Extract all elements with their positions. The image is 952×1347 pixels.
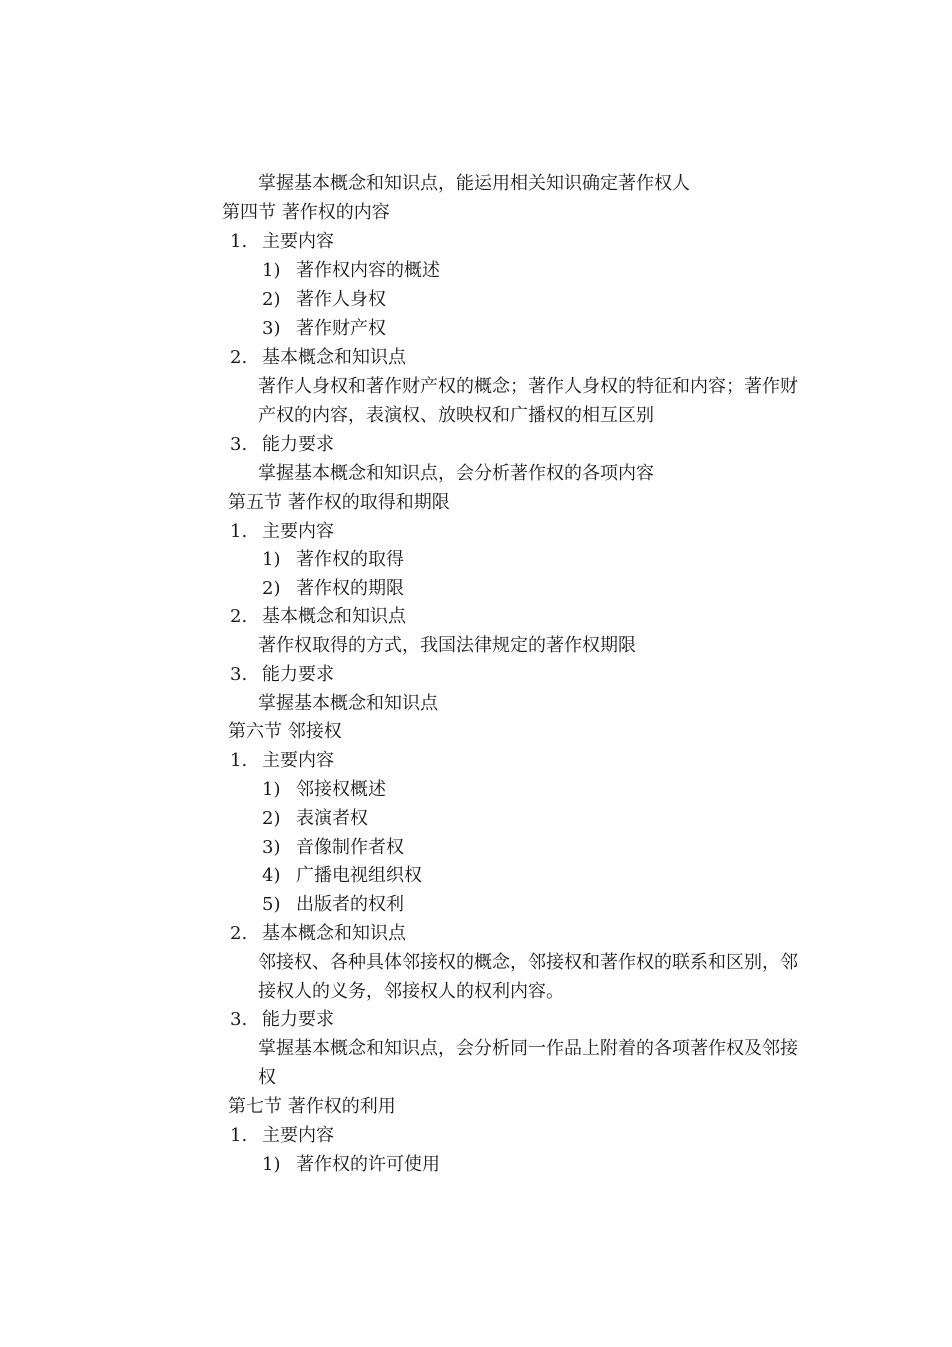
text-line: 著作权取得的方式，我国法律规定的著作权期限 bbox=[258, 635, 636, 656]
list-number: 3. bbox=[230, 434, 248, 455]
list-number: 2. bbox=[230, 347, 248, 368]
list-heading: 能力要求 bbox=[262, 664, 334, 685]
sub-item: 广播电视组织权 bbox=[296, 865, 422, 886]
sub-item: 出版者的权利 bbox=[296, 894, 404, 915]
sub-item: 邻接权概述 bbox=[296, 779, 386, 800]
list-heading: 主要内容 bbox=[262, 750, 334, 771]
section-title: 第五节 著作权的取得和期限 bbox=[228, 492, 450, 513]
list-number: 3. bbox=[230, 1009, 248, 1030]
list-number: 3. bbox=[230, 664, 248, 685]
list-number: 1. bbox=[230, 750, 248, 771]
sub-number: 2) bbox=[262, 578, 281, 599]
list-heading: 基本概念和知识点 bbox=[262, 606, 406, 627]
sub-item: 著作权内容的概述 bbox=[296, 260, 440, 281]
list-heading: 主要内容 bbox=[262, 231, 334, 252]
section-title: 第四节 著作权的内容 bbox=[222, 202, 390, 223]
list-heading: 主要内容 bbox=[262, 1125, 334, 1146]
list-number: 1. bbox=[230, 231, 248, 252]
sub-item: 著作权的期限 bbox=[296, 578, 404, 599]
sub-item: 音像制作者权 bbox=[296, 837, 404, 858]
text-line: 著作人身权和著作财产权的概念；著作人身权的特征和内容；著作财 bbox=[258, 376, 798, 397]
sub-number: 3) bbox=[262, 318, 281, 339]
list-heading: 基本概念和知识点 bbox=[262, 347, 406, 368]
sub-item: 著作人身权 bbox=[296, 289, 386, 310]
sub-item: 著作财产权 bbox=[296, 318, 386, 339]
text-line: 邻接权、各种具体邻接权的概念，邻接权和著作权的联系和区别，邻 bbox=[258, 952, 798, 973]
sub-number: 3) bbox=[262, 837, 281, 858]
section-title: 第六节 邻接权 bbox=[228, 721, 342, 742]
text-line: 接权人的义务，邻接权人的权利内容。 bbox=[258, 981, 564, 1002]
sub-number: 4) bbox=[262, 865, 281, 886]
sub-number: 1) bbox=[262, 549, 281, 570]
list-heading: 基本概念和知识点 bbox=[262, 923, 406, 944]
list-heading: 能力要求 bbox=[262, 434, 334, 455]
text-line: 产权的内容，表演权、放映权和广播权的相互区别 bbox=[258, 405, 654, 426]
sub-item: 表演者权 bbox=[296, 808, 368, 829]
text-line: 掌握基本概念和知识点，会分析同一作品上附着的各项著作权及邻接 bbox=[258, 1038, 798, 1059]
text-line: 掌握基本概念和知识点 bbox=[258, 693, 438, 714]
text-line: 掌握基本概念和知识点，会分析著作权的各项内容 bbox=[258, 463, 654, 484]
list-heading: 主要内容 bbox=[262, 521, 334, 542]
sub-number: 2) bbox=[262, 289, 281, 310]
sub-number: 5) bbox=[262, 894, 281, 915]
text-line: 掌握基本概念和知识点，能运用相关知识确定著作权人 bbox=[258, 173, 690, 194]
sub-number: 1) bbox=[262, 260, 281, 281]
sub-number: 1) bbox=[262, 1154, 281, 1175]
list-number: 2. bbox=[230, 606, 248, 627]
section-title: 第七节 著作权的利用 bbox=[228, 1096, 396, 1117]
sub-number: 2) bbox=[262, 808, 281, 829]
text-line: 权 bbox=[258, 1067, 276, 1088]
sub-item: 著作权的取得 bbox=[296, 549, 404, 570]
list-number: 2. bbox=[230, 923, 248, 944]
list-heading: 能力要求 bbox=[262, 1009, 334, 1030]
sub-item: 著作权的许可使用 bbox=[296, 1154, 440, 1175]
sub-number: 1) bbox=[262, 779, 281, 800]
list-number: 1. bbox=[230, 1125, 248, 1146]
list-number: 1. bbox=[230, 521, 248, 542]
